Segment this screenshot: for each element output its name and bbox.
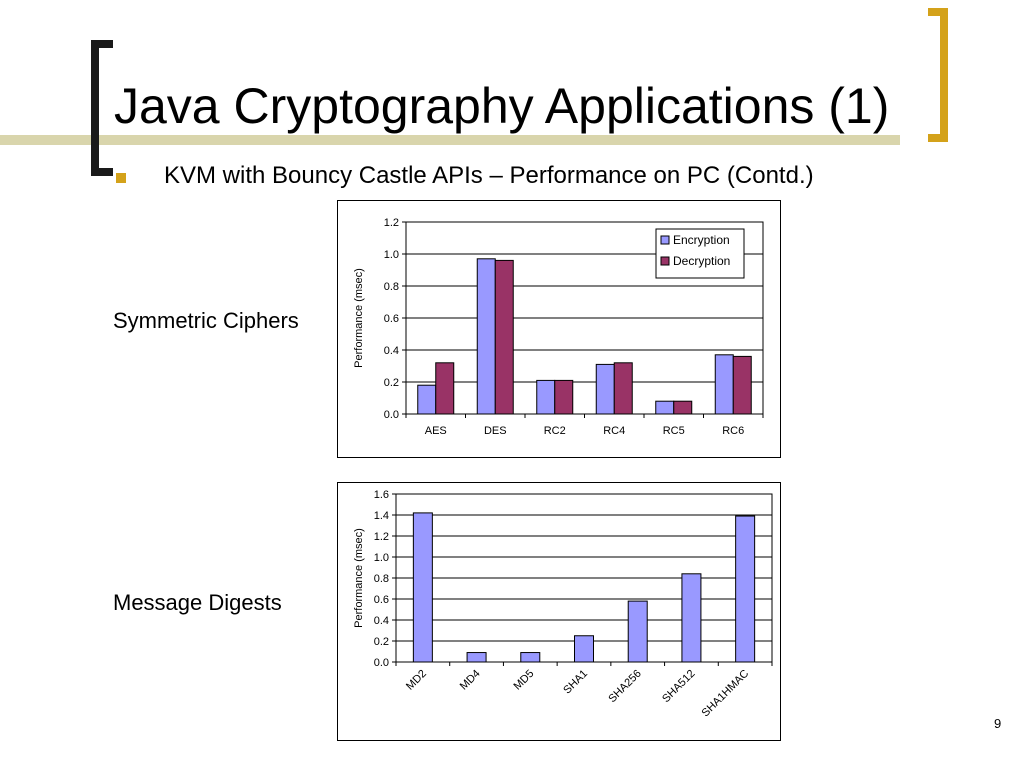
cipher-chart-x-tick-label: DES bbox=[483, 425, 507, 437]
digest-chart-x-tick-label: MD2 bbox=[404, 667, 429, 693]
digest-chart-bar-md2 bbox=[413, 513, 432, 662]
digest-chart-bar-sha256 bbox=[628, 601, 647, 662]
cipher-chart-x-tick-label: AES bbox=[424, 425, 447, 437]
cipher-chart-bar-rc6-decryption bbox=[733, 356, 751, 414]
message-digests-chart-svg bbox=[338, 483, 780, 740]
digest-chart-y-tick-label: 1.2 bbox=[373, 531, 389, 543]
cipher-chart-y-tick-label: 0.0 bbox=[383, 409, 399, 421]
digest-chart-y-tick-label: 0.4 bbox=[373, 615, 389, 627]
cipher-chart-bar-rc4-encryption bbox=[596, 364, 614, 414]
digest-chart-bar-sha512 bbox=[682, 574, 701, 662]
cipher-chart-y-tick-label: 1.0 bbox=[383, 249, 399, 261]
digest-chart-x-tick-label: SHA256 bbox=[606, 667, 644, 706]
cipher-chart-legend-label-encryption: Encryption bbox=[673, 233, 730, 247]
bullet-text: KVM with Bouncy Castle APIs – Performance on PC (Contd.) bbox=[164, 162, 814, 189]
digest-chart-x-tick-label: SHA1HMAC bbox=[699, 667, 752, 720]
right-bracket-decoration bbox=[928, 8, 948, 142]
digest-chart-bar-sha1 bbox=[575, 636, 594, 662]
cipher-chart-x-tick-label: RC4 bbox=[603, 425, 626, 437]
cipher-chart-y-tick-label: 0.8 bbox=[383, 281, 399, 293]
cipher-chart-y-tick-label: 0.6 bbox=[383, 313, 399, 325]
cipher-chart-bar-aes-encryption bbox=[418, 385, 436, 414]
cipher-chart-legend-label-decryption: Decryption bbox=[673, 254, 731, 268]
title-underline-bar bbox=[0, 135, 900, 145]
message-digests-chart bbox=[337, 482, 781, 741]
digest-chart-x-tick-label: SHA512 bbox=[660, 667, 698, 706]
cipher-chart-x-tick-label: RC6 bbox=[722, 425, 745, 437]
bullet-item bbox=[116, 162, 814, 190]
digest-chart-y-tick-label: 0.0 bbox=[373, 657, 389, 669]
cipher-chart-bar-rc6-encryption bbox=[715, 355, 733, 414]
digest-chart-bar-sha1hmac bbox=[736, 516, 755, 662]
page-number: 9 bbox=[994, 716, 1002, 731]
digest-chart-y-tick-label: 1.4 bbox=[373, 510, 389, 522]
cipher-chart-x-tick-label: RC5 bbox=[662, 425, 685, 437]
digest-chart-y-tick-label: 1.0 bbox=[373, 552, 389, 564]
digest-chart-x-tick-label: SHA1 bbox=[561, 667, 591, 697]
digest-chart-y-axis-label: Performance (msec) bbox=[353, 528, 365, 628]
digest-chart-y-tick-label: 0.8 bbox=[373, 573, 389, 585]
cipher-chart-bar-des-decryption bbox=[495, 260, 513, 414]
digest-chart-bar-md5 bbox=[521, 653, 540, 662]
digest-chart-x-tick-label: MD5 bbox=[511, 667, 537, 693]
cipher-chart-legend-swatch-decryption bbox=[661, 257, 669, 265]
slide-title: Java Cryptography Applications (1) bbox=[114, 78, 890, 134]
cipher-chart-bar-rc5-decryption bbox=[674, 401, 692, 414]
cipher-chart-bar-rc2-encryption bbox=[537, 380, 555, 414]
cipher-chart-bar-rc5-encryption bbox=[656, 401, 674, 414]
symmetric-ciphers-label: Symmetric Ciphers bbox=[113, 308, 299, 333]
cipher-chart-y-tick-label: 0.2 bbox=[383, 377, 399, 389]
cipher-chart-y-axis-label: Performance (msec) bbox=[353, 268, 365, 368]
digest-chart-x-tick-label: MD4 bbox=[457, 667, 483, 693]
cipher-chart-y-tick-label: 1.2 bbox=[383, 217, 399, 229]
cipher-chart-bar-rc2-decryption bbox=[555, 380, 573, 414]
cipher-chart-x-tick-label: RC2 bbox=[543, 425, 566, 437]
cipher-chart-bar-aes-decryption bbox=[436, 363, 454, 414]
cipher-chart-y-tick-label: 0.4 bbox=[383, 345, 399, 357]
symmetric-ciphers-chart bbox=[337, 200, 781, 458]
digest-chart-y-tick-label: 1.6 bbox=[373, 489, 389, 501]
digest-chart-y-tick-label: 0.2 bbox=[373, 636, 389, 648]
digest-chart-bar-md4 bbox=[467, 653, 486, 662]
left-bracket-decoration bbox=[91, 40, 113, 176]
digest-chart-y-tick-label: 0.6 bbox=[373, 594, 389, 606]
message-digests-label: Message Digests bbox=[113, 590, 282, 615]
cipher-chart-bar-des-encryption bbox=[477, 259, 495, 414]
cipher-chart-bar-rc4-decryption bbox=[614, 363, 632, 414]
cipher-chart-legend-swatch-encryption bbox=[661, 236, 669, 244]
symmetric-ciphers-chart-svg bbox=[338, 201, 780, 457]
square-bullet-icon bbox=[116, 173, 126, 183]
